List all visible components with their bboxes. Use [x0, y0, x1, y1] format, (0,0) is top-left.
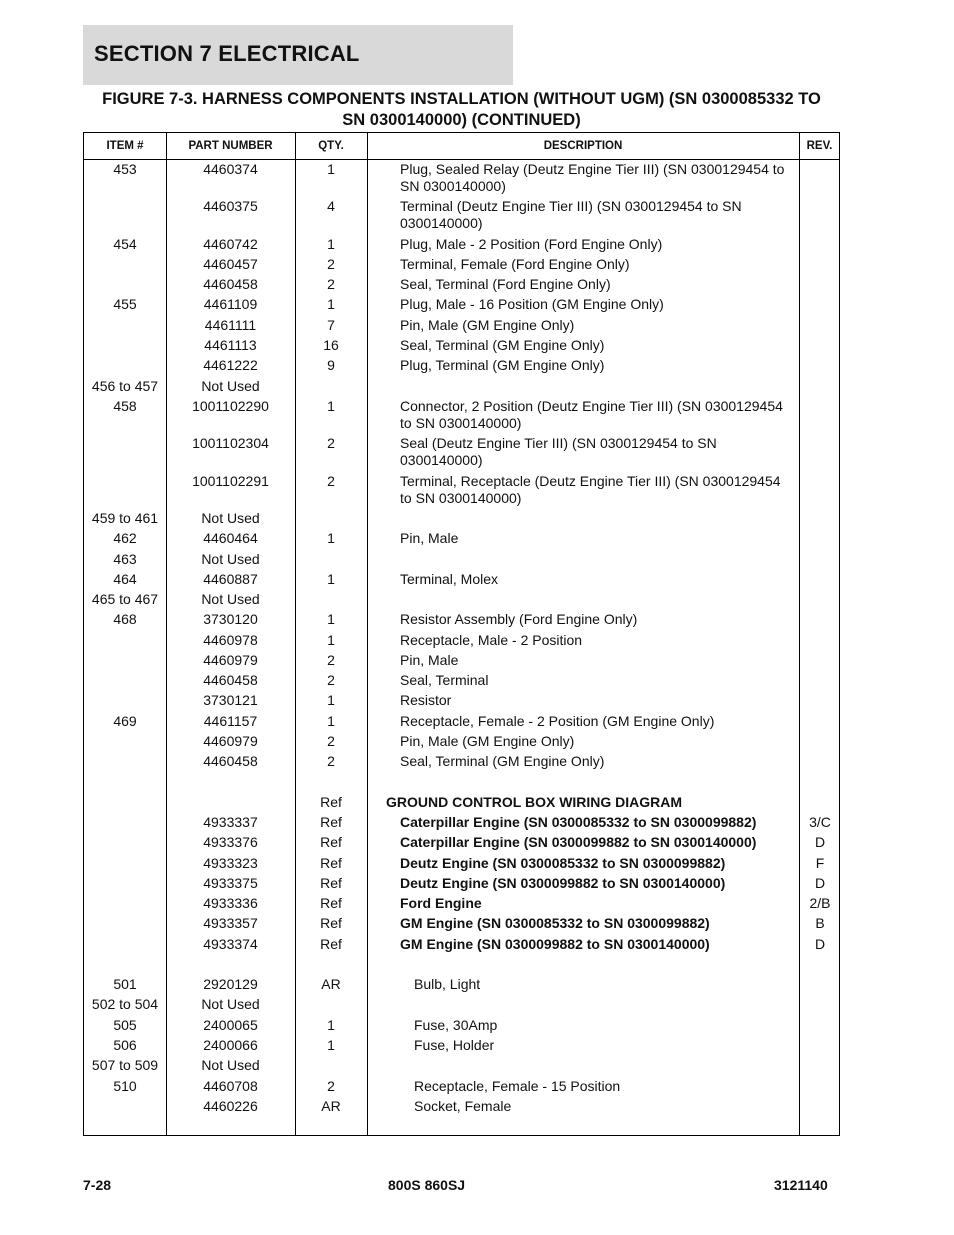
revision-cell: 2/B: [809, 895, 831, 911]
revision-cell: D: [814, 875, 826, 891]
document-number: 3121140: [774, 1177, 828, 1193]
quantity-cell: Ref: [320, 794, 342, 810]
quantity-cell: 1: [327, 530, 335, 546]
section-header: [83, 25, 513, 85]
part-number-cell: 4460374: [203, 161, 258, 177]
description-cell: Plug, Male - 2 Position (Ford Engine Only): [400, 236, 663, 252]
description-cell: Connector, 2 Position (Deutz Engine Tier III) (SN 0300129454 to SN 0300140000): [400, 398, 783, 431]
page-number: 7-28: [83, 1177, 112, 1193]
item-number-cell: 502 to 504: [91, 996, 159, 1012]
quantity-cell: 2: [327, 672, 335, 688]
part-number-cell: 1001102291: [192, 473, 269, 489]
quantity-cell: 2: [327, 256, 335, 272]
part-number-cell: 4460979: [203, 733, 258, 749]
part-number-cell: Not Used: [201, 551, 260, 567]
description-cell: Caterpillar Engine (SN 0300085332 to SN 0300099882): [400, 814, 757, 830]
item-number-cell: 458: [113, 398, 137, 414]
header-divider: [84, 159, 839, 160]
part-number-cell: 4460458: [203, 672, 258, 688]
header-rev: REV.: [806, 140, 833, 152]
part-number-cell: 4460458: [203, 276, 258, 292]
quantity-cell: 16: [323, 337, 339, 353]
description-cell: Resistor Assembly (Ford Engine Only): [400, 611, 638, 627]
part-number-cell: 2400066: [203, 1037, 258, 1053]
part-number-cell: 4460708: [203, 1078, 258, 1094]
item-number-cell: 469: [113, 713, 137, 729]
item-number-cell: 501: [113, 976, 137, 992]
part-number-cell: 4460464: [203, 530, 258, 546]
description-cell: Pin, Male: [400, 530, 459, 546]
description-cell: Caterpillar Engine (SN 0300099882 to SN 0300140000): [400, 834, 757, 850]
quantity-cell: 1: [327, 236, 335, 252]
item-number-cell: 506: [113, 1037, 137, 1053]
description-cell: Plug, Terminal (GM Engine Only): [400, 357, 605, 373]
quantity-cell: 2: [327, 733, 335, 749]
quantity-cell: 2: [327, 435, 335, 451]
quantity-cell: 1: [327, 632, 335, 648]
description-cell: Socket, Female: [414, 1098, 512, 1114]
part-number-cell: 2400065: [203, 1017, 258, 1033]
quantity-cell: Ref: [320, 875, 342, 891]
quantity-cell: 1: [327, 713, 335, 729]
part-number-cell: 4933336: [203, 895, 258, 911]
part-number-cell: 4461222: [203, 357, 258, 373]
parts-table: [83, 132, 840, 1136]
quantity-cell: 1: [327, 161, 335, 177]
part-number-cell: Not Used: [201, 591, 260, 607]
quantity-cell: AR: [321, 976, 341, 992]
description-cell: Plug, Male - 16 Position (GM Engine Only): [400, 296, 664, 312]
quantity-cell: 1: [327, 1037, 335, 1053]
description-cell: GM Engine (SN 0300085332 to SN 0300099882): [400, 915, 710, 931]
part-number-cell: 4461157: [203, 713, 258, 729]
part-number-cell: Not Used: [201, 510, 260, 526]
item-number-cell: 463: [113, 551, 137, 567]
revision-cell: B: [815, 915, 825, 931]
part-number-cell: Not Used: [201, 996, 260, 1012]
quantity-cell: 1: [327, 398, 335, 414]
part-number-cell: Not Used: [201, 1057, 260, 1073]
description-cell: Receptacle, Male - 2 Position: [400, 632, 583, 648]
figure-title: [83, 89, 840, 131]
header-description: DESCRIPTION: [543, 140, 623, 152]
part-number-cell: 4933357: [203, 915, 258, 931]
quantity-cell: 2: [327, 753, 335, 769]
description-cell: Seal, Terminal (Ford Engine Only): [400, 276, 611, 292]
item-number-cell: 454: [113, 236, 137, 252]
figure-title-line-1: FIGURE 7-3. HARNESS COMPONENTS INSTALLATION (WITHOUT UGM) (SN 0300085332 TO: [102, 90, 821, 108]
part-number-cell: 4460226: [203, 1098, 258, 1114]
quantity-cell: AR: [321, 1098, 341, 1114]
quantity-cell: 2: [327, 1078, 335, 1094]
part-number-cell: 4460375: [203, 198, 258, 214]
item-number-cell: 465 to 467: [91, 591, 159, 607]
description-cell: Plug, Sealed Relay (Deutz Engine Tier III) (SN 0300129454 to SN 0300140000): [400, 161, 785, 194]
revision-cell: D: [814, 936, 826, 952]
part-number-cell: 3730121: [203, 692, 258, 708]
quantity-cell: Ref: [320, 936, 342, 952]
header-part-number: PART NUMBER: [188, 140, 273, 152]
part-number-cell: 4460742: [203, 236, 258, 252]
quantity-cell: 1: [327, 611, 335, 627]
description-cell: GROUND CONTROL BOX WIRING DIAGRAM: [386, 794, 683, 810]
part-number-cell: 4933337: [203, 814, 258, 830]
item-number-cell: 464: [113, 571, 137, 587]
part-number-cell: 4933375: [203, 875, 258, 891]
description-cell: Terminal, Receptacle (Deutz Engine Tier III) (SN 0300129454 to SN 0300140000): [400, 473, 781, 506]
description-cell: Terminal, Molex: [400, 571, 499, 587]
description-cell: Fuse, Holder: [414, 1037, 495, 1053]
quantity-cell: 9: [327, 357, 335, 373]
quantity-cell: Ref: [320, 915, 342, 931]
model-name: 800S 860SJ: [388, 1177, 466, 1193]
quantity-cell: 7: [327, 317, 335, 333]
description-cell: Terminal (Deutz Engine Tier III) (SN 0300129454 to SN 0300140000): [400, 198, 742, 231]
item-number-cell: 462: [113, 530, 137, 546]
part-number-cell: 4460457: [203, 256, 258, 272]
quantity-cell: 2: [327, 276, 335, 292]
quantity-cell: 1: [327, 296, 335, 312]
description-cell: Deutz Engine (SN 0300099882 to SN 0300140000): [400, 875, 726, 891]
description-cell: Pin, Male: [400, 652, 459, 668]
part-number-cell: 4933376: [203, 834, 258, 850]
part-number-cell: 4460458: [203, 753, 258, 769]
section-title: SECTION 7 ELECTRICAL: [94, 41, 360, 66]
quantity-cell: 1: [327, 571, 335, 587]
description-cell: Receptacle, Female - 2 Position (GM Engine Only): [400, 713, 715, 729]
item-number-cell: 455: [113, 296, 137, 312]
description-cell: Seal (Deutz Engine Tier III) (SN 0300129454 to SN 0300140000): [400, 435, 717, 468]
item-number-cell: 453: [113, 161, 137, 177]
description-cell: GM Engine (SN 0300099882 to SN 0300140000): [400, 936, 710, 952]
part-number-cell: 4933323: [203, 855, 258, 871]
revision-cell: 3/C: [809, 814, 831, 830]
part-number-cell: Not Used: [201, 378, 260, 394]
description-cell: Seal, Terminal: [400, 672, 489, 688]
part-number-cell: 3730120: [203, 611, 258, 627]
revision-cell: D: [814, 834, 826, 850]
quantity-cell: 1: [327, 1017, 335, 1033]
part-number-cell: 1001102290: [192, 398, 269, 414]
part-number-cell: 4933374: [203, 936, 258, 952]
item-number-cell: 510: [113, 1078, 137, 1094]
header-item: ITEM #: [106, 140, 144, 152]
description-cell: Resistor: [400, 692, 452, 708]
column-divider: [367, 133, 368, 1135]
quantity-cell: 4: [327, 198, 335, 214]
item-number-cell: 456 to 457: [91, 378, 159, 394]
description-cell: Pin, Male (GM Engine Only): [400, 317, 575, 333]
description-cell: Deutz Engine (SN 0300085332 to SN 0300099882): [400, 855, 726, 871]
part-number-cell: 4460887: [203, 571, 258, 587]
item-number-cell: 468: [113, 611, 137, 627]
quantity-cell: 1: [327, 692, 335, 708]
quantity-cell: 2: [327, 652, 335, 668]
description-cell: Bulb, Light: [414, 976, 481, 992]
part-number-cell: 2920129: [203, 976, 258, 992]
part-number-cell: 4461113: [204, 337, 257, 353]
item-number-cell: 507 to 509: [91, 1057, 159, 1073]
part-number-cell: 4460978: [203, 632, 258, 648]
part-number-cell: 4461111: [204, 317, 257, 333]
description-cell: Receptacle, Female - 15 Position: [414, 1078, 621, 1094]
part-number-cell: 4461109: [203, 296, 258, 312]
header-qty: QTY.: [318, 140, 344, 152]
part-number-cell: 4460979: [203, 652, 258, 668]
revision-cell: F: [815, 855, 825, 871]
quantity-cell: Ref: [320, 814, 342, 830]
part-number-cell: 1001102304: [192, 435, 269, 451]
description-cell: Pin, Male (GM Engine Only): [400, 733, 575, 749]
description-cell: Seal, Terminal (GM Engine Only): [400, 753, 605, 769]
item-number-cell: 505: [113, 1017, 137, 1033]
quantity-cell: 2: [327, 473, 335, 489]
quantity-cell: Ref: [320, 895, 342, 911]
description-cell: Ford Engine: [400, 895, 482, 911]
description-cell: Terminal, Female (Ford Engine Only): [400, 256, 630, 272]
quantity-cell: Ref: [320, 834, 342, 850]
figure-title-line-2: SN 0300140000) (CONTINUED): [342, 111, 581, 129]
description-cell: Fuse, 30Amp: [414, 1017, 498, 1033]
description-cell: Seal, Terminal (GM Engine Only): [400, 337, 605, 353]
quantity-cell: Ref: [320, 855, 342, 871]
item-number-cell: 459 to 461: [91, 510, 159, 526]
